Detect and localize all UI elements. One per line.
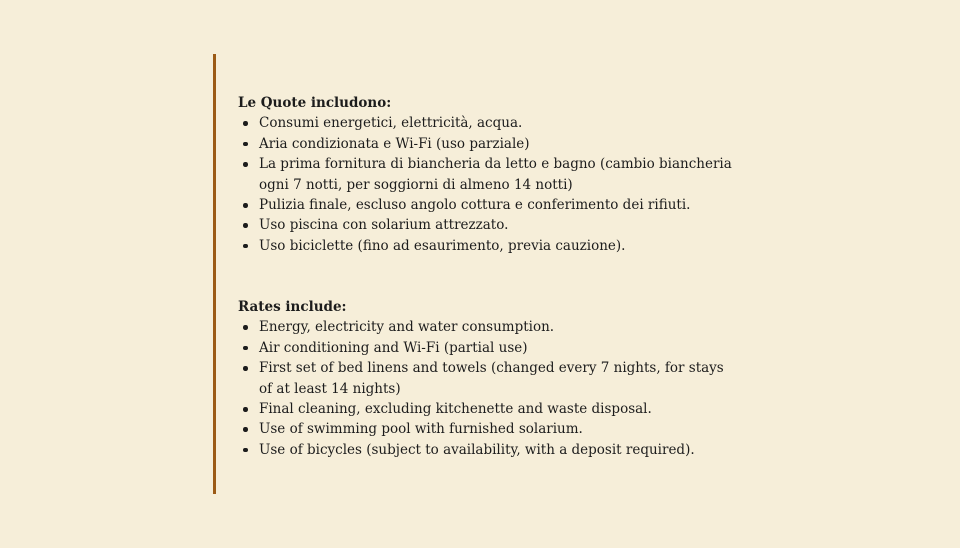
list-item: First set of bed linens and towels (changed every 7 nights, for stays of at least 14 nights)	[238, 358, 738, 399]
list-item: Air conditioning and Wi-Fi (partial use)	[238, 338, 738, 358]
italian-section-title: Le Quote includono:	[238, 95, 392, 111]
english-included-list	[238, 317, 738, 460]
list-item: Consumi energetici, elettricità, acqua.	[238, 113, 738, 133]
section-spacer	[238, 256, 738, 297]
list-item: Aria condizionata e Wi-Fi (uso parziale)	[238, 134, 738, 154]
accent-bar	[213, 54, 216, 494]
list-item: Final cleaning, excluding kitchenette and waste disposal.	[238, 399, 738, 419]
italian-included-list	[238, 113, 738, 256]
english-section-title: Rates include:	[238, 299, 347, 316]
list-item: Pulizia finale, escluso angolo cottura e conferimento dei rifiuti.	[238, 195, 738, 215]
list-item: Uso piscina con solarium attrezzato.	[238, 215, 738, 235]
list-item: Use of swimming pool with furnished solarium.	[238, 419, 738, 439]
list-item: La prima fornitura di biancheria da letto e bagno (cambio biancheria ogni 7 notti, per soggiorni di almeno 14 notti)	[238, 154, 738, 195]
rates-content	[238, 93, 738, 460]
list-item: Use of bicycles (subject to availability, with a deposit required).	[238, 440, 738, 460]
list-item: Energy, electricity and water consumption.	[238, 317, 738, 337]
italian-section	[238, 93, 738, 256]
english-section	[238, 297, 738, 460]
list-item: Uso biciclette (fino ad esaurimento, previa cauzione).	[238, 236, 738, 256]
